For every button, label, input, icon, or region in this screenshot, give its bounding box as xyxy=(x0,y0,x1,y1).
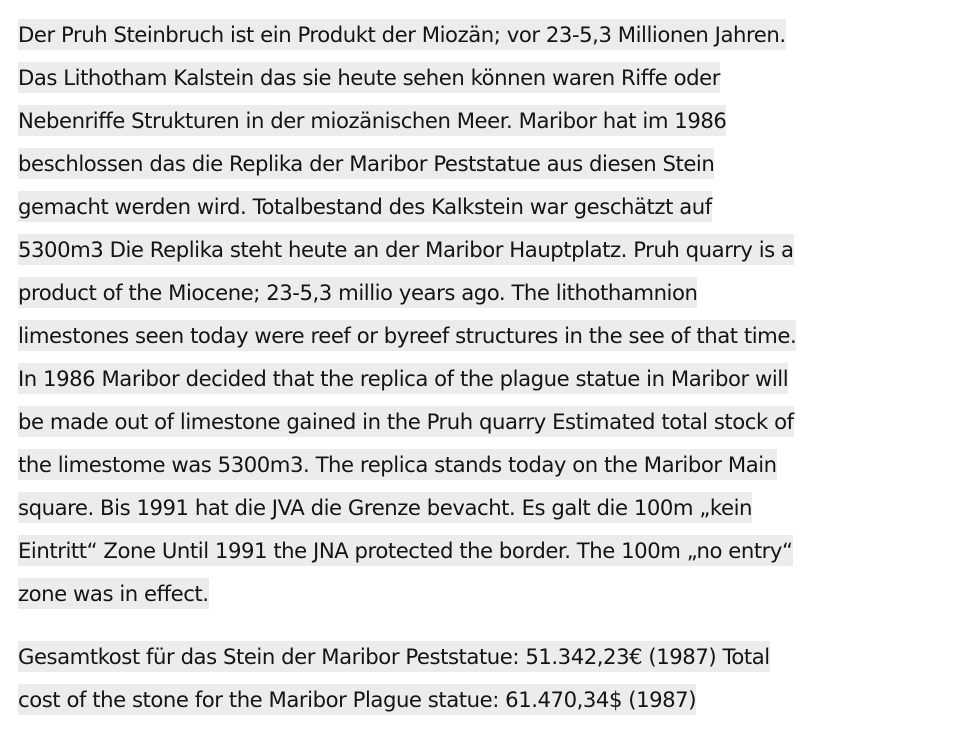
text-line: zone was in effect. xyxy=(18,572,968,615)
text-line: Eintritt“ Zone Until 1991 the JNA protected the border. The 100m „no entry“ xyxy=(18,529,968,572)
text-line: 5300m3 Die Replika steht heute an der Maribor Hauptplatz. Pruh quarry is a xyxy=(18,228,968,271)
text-line: Gesamtkost für das Stein der Maribor Peststatue: 51.342,23€ (1987) Total xyxy=(18,635,968,678)
text-line: Der Pruh Steinbruch ist ein Produkt der Miozän; vor 23-5,3 Millionen Jahren. xyxy=(18,13,968,56)
paragraph-spacer xyxy=(18,615,968,635)
text-line: limestones seen today were reef or byreef structures in the see of that time. xyxy=(18,314,968,357)
text-line: beschlossen das die Replika der Maribor Peststatue aus diesen Stein xyxy=(18,142,968,185)
text-line: be made out of limestone gained in the Pruh quarry Estimated total stock of xyxy=(18,400,968,443)
text-line: Das Lithotham Kalstein das sie heute sehen können waren Riffe oder xyxy=(18,56,968,99)
text-line: Nebenriffe Strukturen in der miozänischen Meer. Maribor hat im 1986 xyxy=(18,99,968,142)
text-line: In 1986 Maribor decided that the replica of the plague statue in Maribor will xyxy=(18,357,968,400)
text-line: product of the Miocene; 23-5,3 millio years ago. The lithothamnion xyxy=(18,271,968,314)
text-line: cost of the stone for the Maribor Plague statue: 61.470,34$ (1987) xyxy=(18,678,968,721)
text-line: gemacht werden wird. Totalbestand des Kalkstein war geschätzt auf xyxy=(18,185,968,228)
text-line: the limestome was 5300m3. The replica stands today on the Maribor Main xyxy=(18,443,968,486)
paragraph-history xyxy=(18,13,968,615)
paragraph-cost xyxy=(18,635,968,721)
text-line: square. Bis 1991 hat die JVA die Grenze bevacht. Es galt die 100m „kein xyxy=(18,486,968,529)
document-body xyxy=(18,13,968,721)
